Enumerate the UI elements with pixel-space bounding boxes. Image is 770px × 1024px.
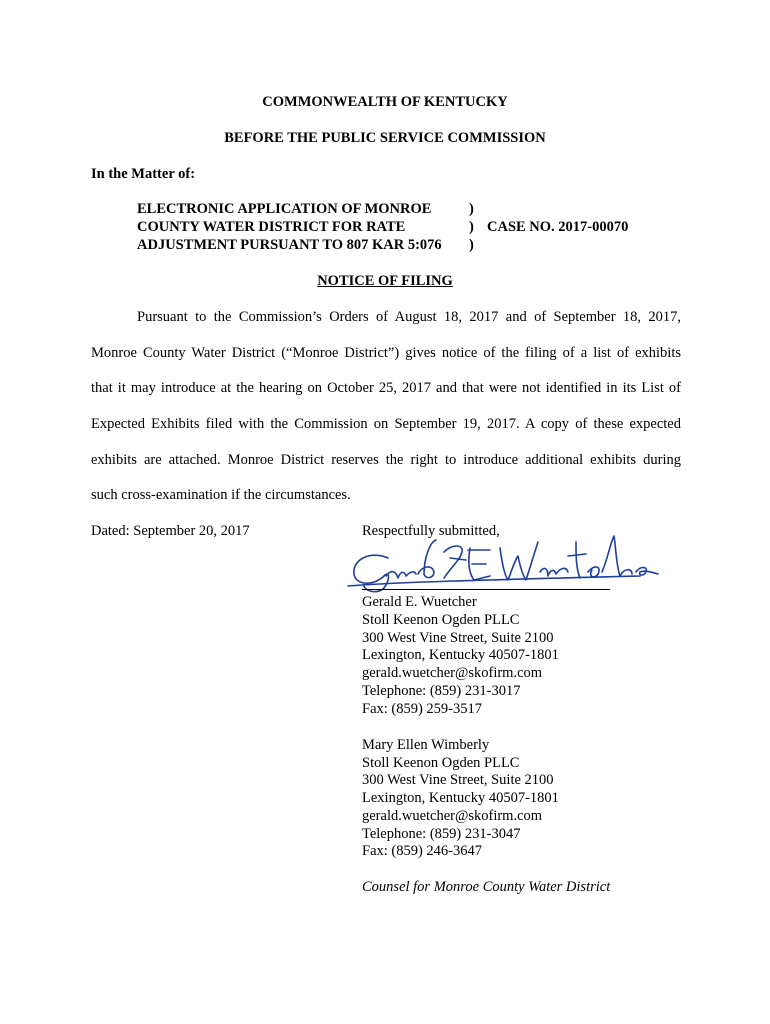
body-line-5: exhibits are attached. Monroe District reserves the right to introduce additional exhibits during	[91, 452, 681, 468]
date-line: Dated: September 20, 2017	[91, 523, 250, 539]
header-commonwealth: COMMONWEALTH OF KENTUCKY	[262, 94, 508, 110]
signer2-fax: Fax: (859) 246-3647	[362, 843, 483, 859]
signer1-fax: Fax: (859) 259-3517	[362, 701, 483, 717]
body-line-2: Monroe County Water District (“Monroe District”) gives notice of the filing of a list of exhibits	[91, 345, 681, 361]
body-line-1: Pursuant to the Commission’s Orders of August 18, 2017 and of September 18, 2017,	[137, 309, 681, 325]
signer1-email: gerald.wuetcher@skofirm.com	[362, 665, 543, 681]
signer2-name: Mary Ellen Wimberly	[362, 737, 490, 753]
matter-label: In the Matter of:	[91, 166, 196, 182]
caption-line-2: COUNTY WATER DISTRICT FOR RATE	[137, 219, 406, 235]
signer2-street: 300 West Vine Street, Suite 2100	[362, 772, 554, 788]
body-line-4: Expected Exhibits filed with the Commission on September 19, 2017. A copy of these expected	[91, 416, 681, 432]
caption-line-3: ADJUSTMENT PURSUANT TO 807 KAR 5:076	[137, 237, 442, 253]
handwritten-signature	[340, 528, 660, 598]
body-line-6: such cross-examination if the circumstances.	[91, 487, 351, 503]
closing-line: Respectfully submitted,	[362, 523, 500, 539]
signer2-telephone: Telephone: (859) 231-3047	[362, 826, 521, 842]
signer1-firm: Stoll Keenon Ogden PLLC	[362, 612, 520, 628]
counsel-line: Counsel for Monroe County Water District	[362, 879, 611, 895]
signer1-telephone: Telephone: (859) 231-3017	[362, 683, 521, 699]
caption-paren-3: )	[469, 237, 474, 253]
signer1-street: 300 West Vine Street, Suite 2100	[362, 630, 554, 646]
caption-paren-1: )	[469, 201, 474, 217]
signer1-city: Lexington, Kentucky 40507-1801	[362, 647, 559, 663]
signer2-city: Lexington, Kentucky 40507-1801	[362, 790, 559, 806]
signer2-firm: Stoll Keenon Ogden PLLC	[362, 755, 520, 771]
document-title: NOTICE OF FILING	[317, 273, 453, 289]
case-number: CASE NO. 2017-00070	[487, 219, 629, 235]
body-line-3: that it may introduce at the hearing on October 25, 2017 and that were not identified in its List of	[91, 380, 681, 396]
header-commission: BEFORE THE PUBLIC SERVICE COMMISSION	[224, 130, 546, 146]
signer2-email: gerald.wuetcher@skofirm.com	[362, 808, 543, 824]
signer1-name: Gerald E. Wuetcher	[362, 594, 477, 610]
caption-paren-2: )	[469, 219, 474, 235]
signature-rule	[362, 589, 610, 590]
caption-line-1: ELECTRONIC APPLICATION OF MONROE	[137, 201, 432, 217]
